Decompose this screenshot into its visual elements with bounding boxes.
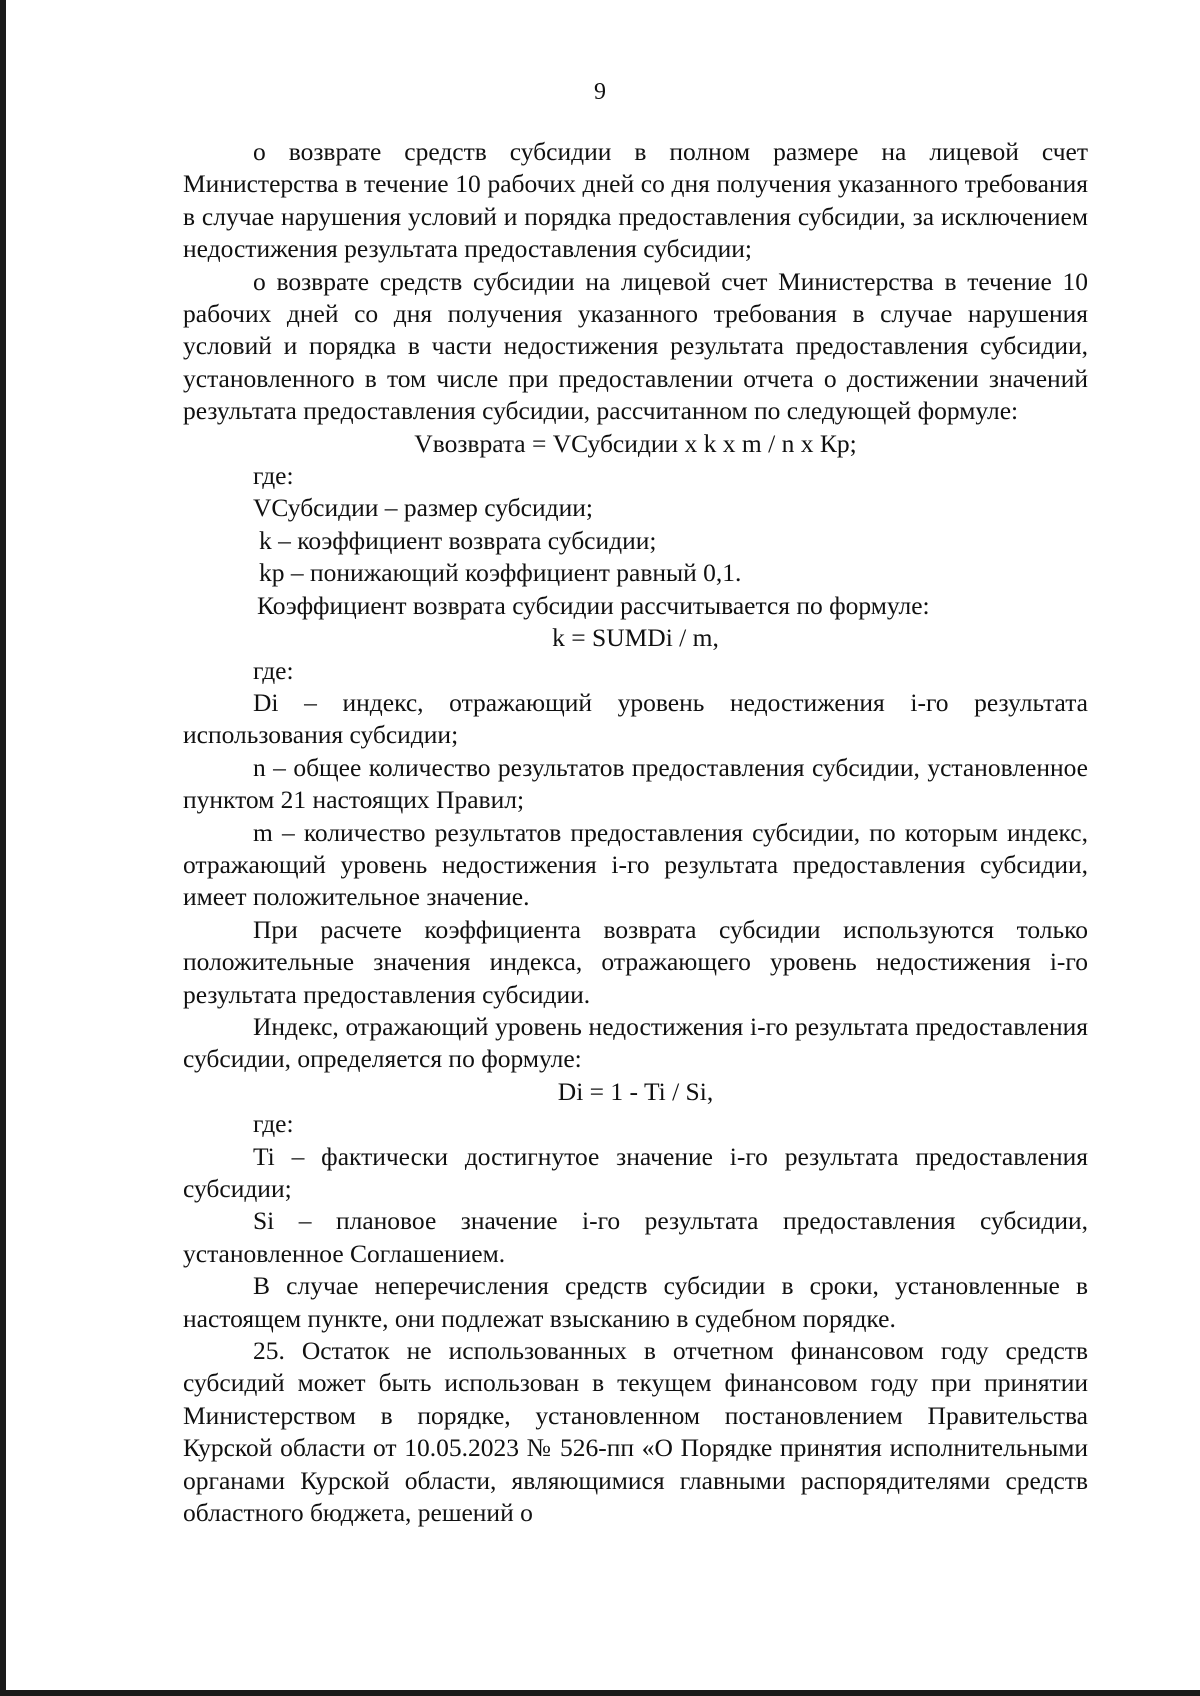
definition-vsubsidy: VСубсидии – размер субсидии;: [253, 493, 593, 523]
definition-di: Di – индекс, отражающий уровень недостижения i-го результата использования субсидии;: [183, 687, 1088, 750]
paragraph-court-recovery: В случае неперечисления средств субсидии в сроки, установленные в настоящем пункте, они подлежат взысканию в судебном порядке.: [183, 1271, 1088, 1333]
document-body: [183, 136, 1088, 1529]
formula-index: Di = 1 - Ti / Si,: [557, 1076, 714, 1106]
where-label: где:: [253, 461, 294, 491]
paragraph-partial-refund: о возврате средств субсидии на лицевой счет Министерства в течение 10 рабочих дней со дня получения указанного требования в случае нарушения условий и порядка в части недостижения результата предоставления субсидии, установленного в том числе при предоставлении отчета о достижении значений результата предоставления субсидии, рассчитанном по следующей формуле:: [183, 266, 1088, 426]
definition-m: m – количество результатов предоставления субсидии, по которым индекс, отражающий уровень недостижения i-го результата предоставления субсидии, имеет положительное значение.: [183, 817, 1088, 912]
paragraph-positive-values: При расчете коэффициента возврата субсидии используются только положительные значения индекса, отражающего уровень недостижения i-го результата предоставления субсидии.: [183, 914, 1088, 1009]
formula-coefficient: k = SUMDi / m,: [552, 623, 719, 653]
definition-si: Si – плановое значение i-го результата предоставления субсидии, установленное Соглашением.: [183, 1206, 1088, 1268]
paragraph-index-intro: Индекс, отражающий уровень недостижения i-го результата предоставления субсидии, определяется по формуле:: [183, 1011, 1088, 1074]
paragraph-full-refund: о возврате средств субсидии в полном размере на лицевой счет Министерства в течение 10 рабочих дней со дня получения указанного требования в случае нарушения условий и порядка предоставления субсидии, за исключением недостижения результата предоставления субсидии;: [183, 137, 1088, 264]
page-number: 9: [594, 79, 606, 105]
definition-k: k – коэффициент возврата субсидии;: [259, 525, 657, 555]
where-label: где:: [253, 655, 294, 685]
coefficient-intro: Коэффициент возврата субсидии рассчитывается по формуле:: [257, 590, 930, 620]
definition-n: n – общее количество результатов предоставления субсидии, установленное пунктом 21 настоящих Правил;: [183, 752, 1088, 815]
definition-kp: kp – понижающий коэффициент равный 0,1.: [259, 558, 742, 588]
definition-ti: Ti – фактически достигнутое значение i-го результата предоставления субсидии;: [183, 1141, 1088, 1203]
where-label: где:: [253, 1109, 294, 1139]
formula-refund-volume: Vвозврата = VСубсидии x k x m / n x Кр;: [414, 428, 857, 458]
scan-left-edge: [0, 0, 6, 1696]
paragraph-25-remainder: 25. Остаток не использованных в отчетном финансовом году средств субсидий может быть использован в текущем финансовом году при принятии Министерством в порядке, установленном постановлением Правительства Курской области от 10.05.2023 № 526-пп «О Порядке принятия исполнительными органами Курской области, являющимися главными распорядителями средств областного бюджета, решений о: [183, 1336, 1088, 1528]
scan-bottom-edge: [0, 1690, 1200, 1696]
